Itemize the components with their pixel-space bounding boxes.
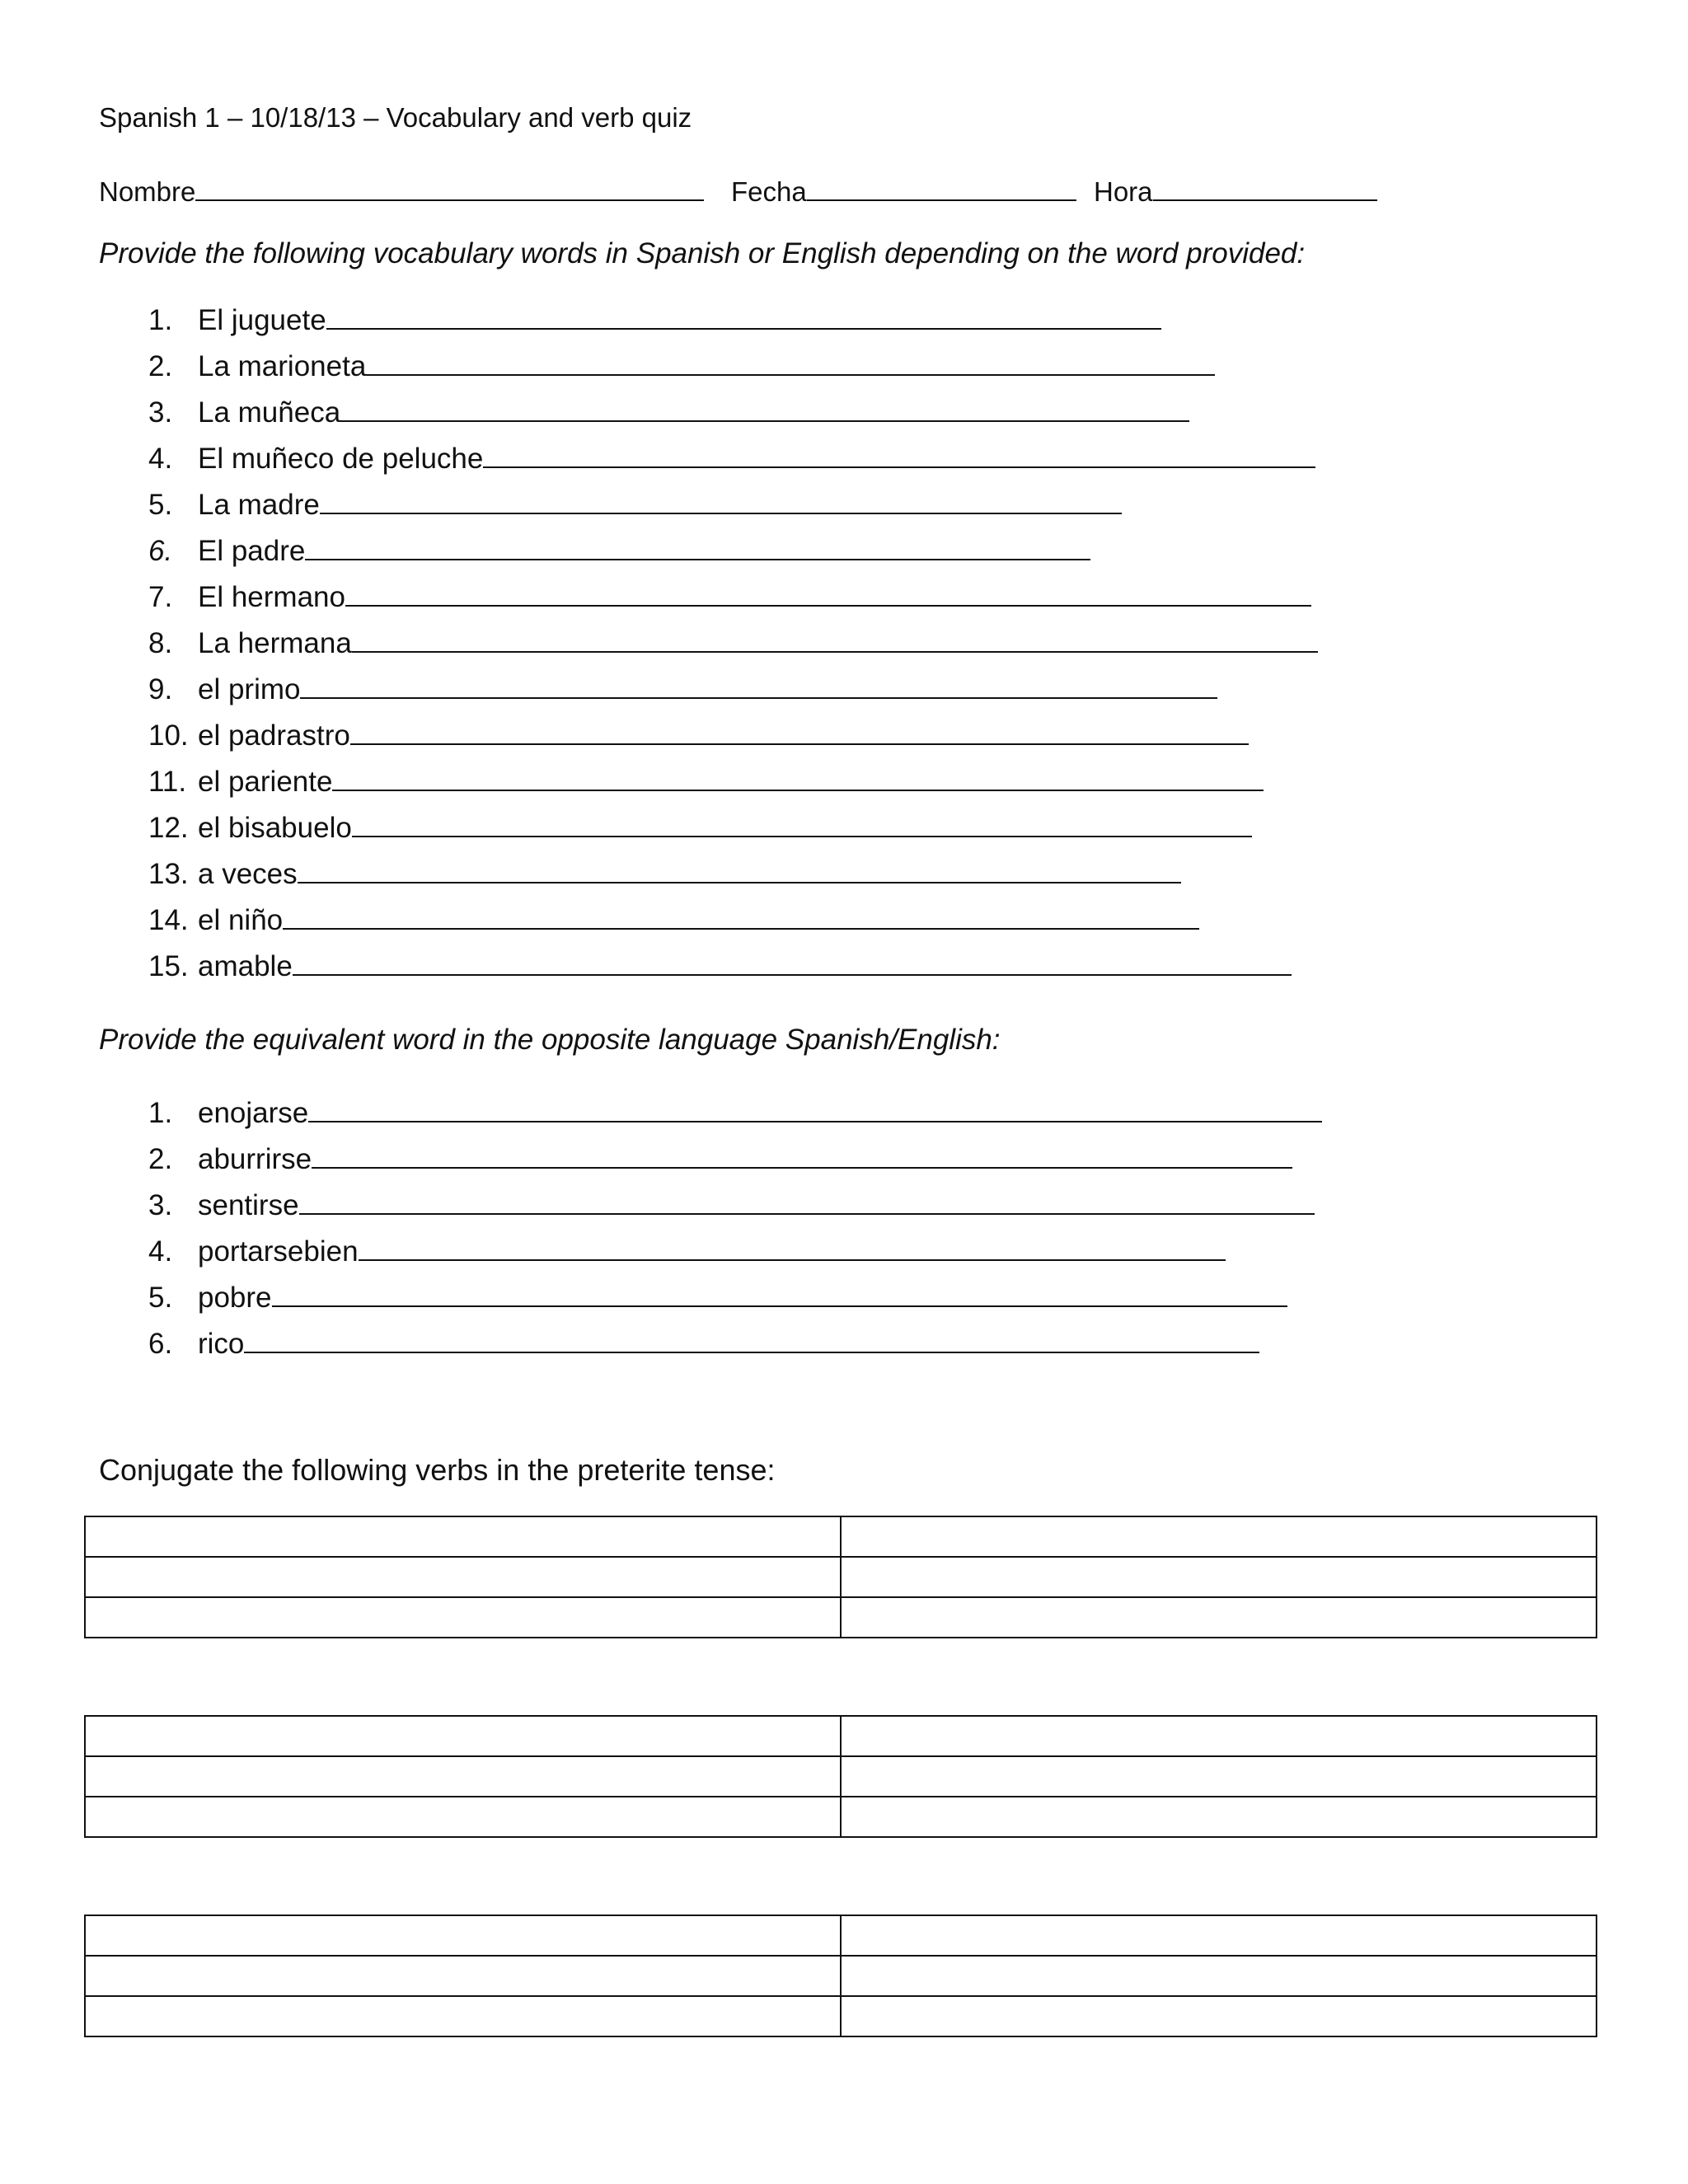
conjugation-cell[interactable] <box>841 1915 1597 1956</box>
answer-blank[interactable] <box>299 1188 1315 1215</box>
conjugation-cell[interactable] <box>85 1557 841 1597</box>
conjugation-cell[interactable] <box>85 1716 841 1756</box>
vocab-item <box>148 396 1189 427</box>
conjugation-cell[interactable] <box>841 1756 1597 1797</box>
answer-blank[interactable] <box>326 303 1161 330</box>
date-blank[interactable] <box>807 175 1076 201</box>
vocab-item <box>148 857 1181 888</box>
item-word: La hermana <box>198 627 352 659</box>
conjugation-cell[interactable] <box>85 1996 841 2036</box>
section3-instruction: Conjugate the following verbs in the preterite tense: <box>99 1453 776 1487</box>
item-word: el pariente <box>198 766 333 798</box>
item-word: enojarse <box>198 1097 309 1129</box>
item-number: 3. <box>148 1189 173 1221</box>
conjugation-cell[interactable] <box>841 1557 1597 1597</box>
hour-label: Hora <box>1094 176 1153 207</box>
answer-blank[interactable] <box>308 1096 1322 1122</box>
answer-blank[interactable] <box>350 719 1249 745</box>
item-number: 1. <box>148 1097 173 1129</box>
conjugation-cell[interactable] <box>841 1516 1597 1557</box>
item-number: 7. <box>148 581 173 613</box>
item-word: La madre <box>198 489 320 521</box>
conjugation-table <box>84 1715 1597 1838</box>
vocab-item <box>148 719 1249 750</box>
item-number: 11. <box>148 766 187 798</box>
conjugation-cell[interactable] <box>85 1797 841 1837</box>
conjugation-cell[interactable] <box>841 1597 1597 1638</box>
item-word: El muñeco de peluche <box>198 443 484 475</box>
conjugation-cell[interactable] <box>85 1597 841 1638</box>
vocab-item <box>148 626 1318 658</box>
conjugation-cell[interactable] <box>85 1956 841 1996</box>
conjugation-cell[interactable] <box>85 1516 841 1557</box>
answer-blank[interactable] <box>359 1235 1226 1261</box>
date-label: Fecha <box>731 176 807 207</box>
item-word: portarsebien <box>198 1235 359 1268</box>
section2-instruction: Provide the equivalent word in the opposite language Spanish/English: <box>99 1024 1001 1056</box>
conjugation-cell[interactable] <box>841 1716 1597 1756</box>
answer-blank[interactable] <box>293 949 1292 976</box>
item-number: 5. <box>148 1282 173 1314</box>
vocab-item <box>148 303 1161 335</box>
item-word: El padre <box>198 535 306 567</box>
answer-blank[interactable] <box>283 903 1199 930</box>
vocab-item <box>148 1327 1259 1358</box>
answer-blank[interactable] <box>244 1327 1259 1353</box>
conjugation-table <box>84 1915 1597 2037</box>
vocab-item <box>148 488 1122 519</box>
item-word: rico <box>198 1328 245 1360</box>
vocab-item <box>148 903 1199 935</box>
answer-blank[interactable] <box>332 765 1264 791</box>
item-word: aburrirse <box>198 1143 312 1175</box>
answer-blank[interactable] <box>352 626 1318 653</box>
item-number: 8. <box>148 627 173 659</box>
item-word: La marioneta <box>198 350 367 382</box>
answer-blank[interactable] <box>320 488 1122 514</box>
vocab-item <box>148 1188 1315 1220</box>
item-number: 12. <box>148 812 189 844</box>
vocab-item <box>148 349 1215 381</box>
name-field <box>99 175 704 205</box>
vocab-item <box>148 1281 1287 1312</box>
vocab-item <box>148 1142 1292 1174</box>
answer-blank[interactable] <box>345 580 1311 607</box>
item-word: sentirse <box>198 1189 299 1221</box>
conjugation-cell[interactable] <box>841 1996 1597 2036</box>
answer-blank[interactable] <box>340 396 1189 422</box>
answer-blank[interactable] <box>272 1281 1287 1307</box>
item-number: 6. <box>148 535 173 567</box>
name-blank[interactable] <box>195 175 704 201</box>
item-word: La muñeca <box>198 396 341 429</box>
item-number: 6. <box>148 1328 173 1360</box>
conjugation-cell[interactable] <box>85 1915 841 1956</box>
hour-field <box>1094 175 1377 205</box>
item-number: 4. <box>148 1235 173 1268</box>
vocab-item <box>148 811 1252 842</box>
item-number: 15. <box>148 950 189 982</box>
vocab-item <box>148 534 1090 565</box>
item-number: 14. <box>148 904 189 936</box>
conjugation-cell[interactable] <box>841 1797 1597 1837</box>
vocab-item <box>148 673 1217 704</box>
answer-blank[interactable] <box>298 857 1181 883</box>
vocab-item <box>148 1096 1322 1127</box>
item-number: 13. <box>148 858 189 890</box>
item-number: 5. <box>148 489 173 521</box>
answer-blank[interactable] <box>305 534 1090 560</box>
answer-blank[interactable] <box>352 811 1252 837</box>
answer-blank[interactable] <box>300 673 1217 699</box>
quiz-title: Spanish 1 – 10/18/13 – Vocabulary and verb quiz <box>99 102 692 133</box>
answer-blank[interactable] <box>366 349 1215 376</box>
answer-blank[interactable] <box>312 1142 1292 1169</box>
item-word: pobre <box>198 1282 272 1314</box>
item-word: el bisabuelo <box>198 812 352 844</box>
vocab-item <box>148 765 1264 796</box>
vocab-item <box>148 442 1315 473</box>
hour-blank[interactable] <box>1153 175 1377 201</box>
item-word: a veces <box>198 858 298 890</box>
section1-instruction: Provide the following vocabulary words in Spanish or English depending on the word provided: <box>99 237 1306 269</box>
item-number: 9. <box>148 673 173 705</box>
item-word: el primo <box>198 673 301 705</box>
date-field <box>731 175 1076 205</box>
item-word: amable <box>198 950 293 982</box>
item-number: 10. <box>148 719 189 752</box>
vocab-item <box>148 1235 1226 1266</box>
item-number: 4. <box>148 443 173 475</box>
conjugation-table <box>84 1516 1597 1638</box>
conjugation-cell[interactable] <box>841 1956 1597 1996</box>
item-word: el padrastro <box>198 719 350 752</box>
name-label: Nombre <box>99 176 196 207</box>
item-number: 3. <box>148 396 173 429</box>
item-number: 2. <box>148 350 173 382</box>
item-number: 2. <box>148 1143 173 1175</box>
item-word: El juguete <box>198 304 326 336</box>
vocab-item <box>148 949 1292 981</box>
conjugation-cell[interactable] <box>85 1756 841 1797</box>
answer-blank[interactable] <box>483 442 1315 468</box>
item-number: 1. <box>148 304 173 336</box>
vocab-item <box>148 580 1311 612</box>
item-word: El hermano <box>198 581 345 613</box>
item-word: el niño <box>198 904 284 936</box>
